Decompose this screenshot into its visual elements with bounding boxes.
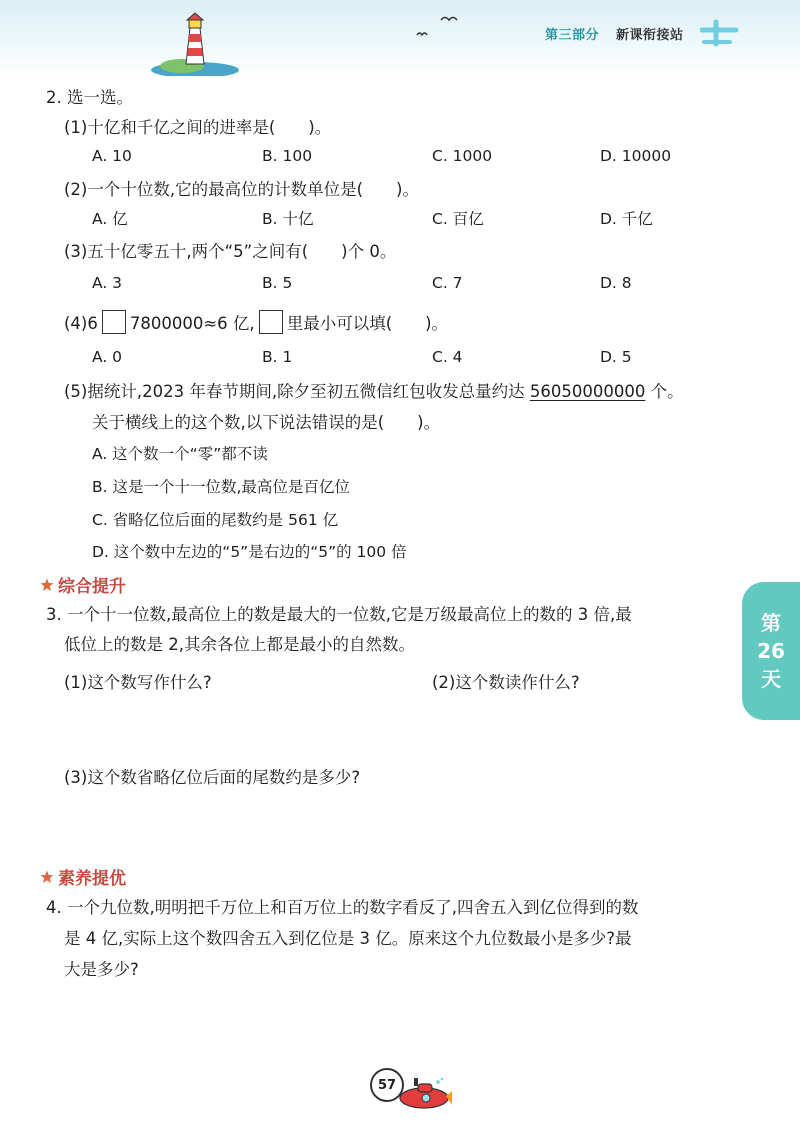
q2-4-stem: [64, 310, 448, 336]
q2-1-stem: (1)十亿和千亿之间的进率是( )。: [64, 118, 332, 137]
q2-4-suffix: 里最小可以填( )。: [286, 314, 449, 333]
q2-4-prefix: (4)6: [64, 314, 98, 333]
q2-5-line2: 关于横线上的这个数,以下说法错误的是( )。: [92, 413, 441, 432]
q2-5-option-a: A. 这个数一个“零”都不读: [92, 445, 268, 463]
header-part: 第三部分: [545, 28, 600, 43]
q2-2-option-a: A. 亿: [92, 210, 128, 228]
q2-2-option-c: C. 百亿: [432, 210, 484, 228]
q2-4-option-c: C. 4: [432, 348, 463, 366]
bird-icon: [440, 14, 458, 24]
q2-3-option-d: D. 8: [600, 274, 632, 292]
ribbon-decoration-icon: [700, 18, 740, 48]
q2-5-line1-suffix: 个。: [645, 382, 684, 401]
star-icon: [40, 870, 54, 884]
bird-icon: [416, 30, 428, 37]
q3-sub2: (2)这个数读作什么?: [432, 673, 580, 692]
q2-2-option-d: D. 千亿: [600, 210, 653, 228]
q4-line2: 是 4 亿,实际上这个数四舍五入到亿位是 3 亿。原来这个九位数最小是多少?最: [64, 929, 632, 948]
q2-3-option-c: C. 7: [432, 274, 463, 292]
q2-2-option-b: B. 十亿: [262, 210, 314, 228]
page-number: 57: [370, 1068, 404, 1102]
day-tab-line2: 26: [757, 639, 785, 663]
q2-5-line1-prefix: (5)据统计,2023 年春节期间,除夕至初五微信红包收发总量约达: [64, 382, 530, 401]
q3-line1: 3. 一个十一位数,最高位上的数是最大的一位数,它是万级最高位上的数的 3 倍,最: [46, 605, 632, 624]
day-side-tab: [742, 582, 800, 720]
q2-3-option-a: A. 3: [92, 274, 123, 292]
page-footer: [368, 1062, 458, 1112]
q2-1-option-c: C. 1000: [432, 147, 493, 165]
q2-5-line1: [64, 380, 684, 404]
q2-5-underlined-number: 56050000000: [529, 382, 646, 401]
q3-line2: 低位上的数是 2,其余各位上都是最小的自然数。: [64, 635, 415, 654]
section-literacy-label: 素养提优: [58, 869, 126, 889]
q3-sub1: (1)这个数写作什么?: [64, 673, 212, 692]
q2-4-option-b: B. 1: [262, 348, 293, 366]
section-comprehensive-label: 综合提升: [58, 577, 126, 597]
q2-4-middle: 7800000≈6 亿,: [129, 314, 255, 333]
q2-3-stem: (3)五十亿零五十,两个“5”之间有( )个 0。: [64, 242, 397, 261]
q2-4-option-a: A. 0: [92, 348, 123, 366]
q2-2-stem: (2)一个十位数,它的最高位的计数单位是( )。: [64, 180, 419, 199]
q2-4-option-d: D. 5: [600, 348, 632, 366]
day-tab-line3: 天: [761, 667, 781, 691]
section-comprehensive: [40, 572, 126, 597]
lighthouse-icon: [150, 10, 240, 76]
q2-1-option-b: B. 100: [262, 147, 313, 165]
day-tab-line1: 第: [761, 611, 781, 635]
q3-sub3: (3)这个数省略亿位后面的尾数约是多少?: [64, 768, 361, 787]
star-icon: [40, 578, 54, 592]
q2-5-option-d: D. 这个数中左边的“5”是右边的“5”的 100 倍: [92, 543, 407, 561]
section-literacy: [40, 864, 126, 889]
header-title: [545, 24, 684, 43]
q2-5-option-c: C. 省略亿位后面的尾数约是 561 亿: [92, 511, 339, 529]
answer-box: [102, 310, 126, 334]
q2-1-option-d: D. 10000: [600, 147, 672, 165]
header-section: 新课衔接站: [616, 28, 684, 43]
q2-3-option-b: B. 5: [262, 274, 293, 292]
q2-1-option-a: A. 10: [92, 147, 132, 165]
answer-box: [259, 310, 283, 334]
q4-line3: 大是多少?: [64, 960, 139, 979]
q2-5-option-b: B. 这是一个十一位数,最高位是百亿位: [92, 478, 350, 496]
q2-title: 2. 选一选。: [46, 88, 133, 107]
q4-line1: 4. 一个九位数,明明把千万位上和百万位上的数字看反了,四舍五入到亿位得到的数: [46, 898, 639, 917]
